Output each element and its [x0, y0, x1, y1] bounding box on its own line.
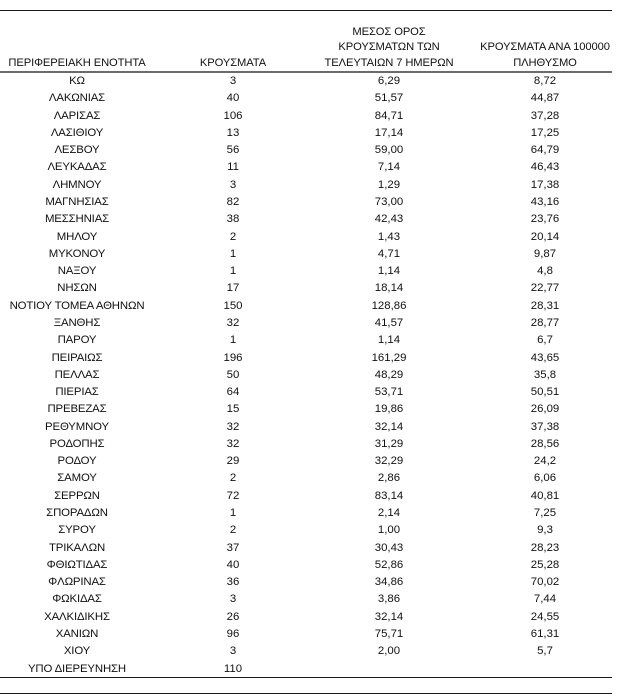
region-cell: ΜΑΓΝΗΣΙΑΣ: [45, 195, 109, 208]
per100k-cell: 46,43: [530, 161, 560, 174]
table-row: [0, 419, 612, 436]
per100k-cell: 28,56: [530, 437, 560, 450]
cases-cell: 64: [226, 386, 240, 399]
cases-cell: 1: [229, 247, 237, 260]
cases-cell: 40: [226, 92, 240, 105]
avg7-cell: 3,86: [377, 593, 401, 606]
table-row: [0, 661, 612, 678]
table-row: [0, 73, 612, 90]
table-row: [0, 401, 612, 418]
cases-cell: 150: [223, 299, 243, 312]
table-row: [0, 315, 612, 332]
per100k-cell: 37,28: [530, 109, 560, 122]
region-cell: ΛΕΣΒΟΥ: [54, 144, 100, 157]
table-header: [0, 20, 612, 71]
table-row: [0, 384, 612, 401]
cases-cell: 82: [226, 195, 240, 208]
table-row: [0, 194, 612, 211]
table-row: [0, 470, 612, 487]
region-cell: ΝΑΞΟΥ: [57, 265, 97, 278]
per100k-cell: 28,77: [530, 316, 560, 329]
per100k-cell: 6,7: [537, 334, 553, 347]
cases-cell: 2: [229, 472, 237, 485]
table-row: [0, 643, 612, 660]
per100k-cell: 28,31: [530, 299, 560, 312]
header-avg7-line: ΜΕΣΟΣ ΟΡΟΣ: [352, 25, 426, 38]
header-cases-line: ΚΡΟΥΣΜΑΤΑ: [199, 56, 267, 69]
region-cell: ΡΟΔΟΠΗΣ: [49, 437, 105, 450]
avg7-cell: 34,86: [374, 576, 404, 589]
table-row: [0, 159, 612, 176]
cases-cell: 11: [227, 161, 239, 174]
per100k-cell: 23,76: [530, 213, 560, 226]
avg7-cell: 83,14: [374, 489, 404, 502]
table-row: [0, 90, 612, 107]
header-avg7-line: ΤΕΛΕΥΤΑΙΩΝ 7 ΗΜΕΡΩΝ: [324, 56, 454, 69]
table-row: [0, 177, 612, 194]
per100k-cell: 9,87: [533, 247, 557, 260]
region-cell: ΦΛΩΡΙΝΑΣ: [48, 576, 106, 589]
cases-cell: 15: [226, 403, 240, 416]
per100k-cell: 70,02: [530, 576, 560, 589]
avg7-cell: 48,29: [374, 368, 404, 381]
table-row: [0, 350, 612, 367]
cases-cell: 3: [229, 645, 237, 658]
table-row: [0, 488, 612, 505]
per100k-cell: 17,38: [530, 178, 560, 191]
per100k-cell: 20,14: [530, 230, 560, 243]
region-cell: ΥΠΟ ΔΙΕΡΕΥΝΗΣΗ: [27, 662, 126, 675]
per100k-cell: 28,23: [530, 541, 560, 554]
per100k-cell: 25,28: [530, 558, 560, 571]
cases-cell: 3: [229, 593, 237, 606]
cases-cell: 26: [226, 610, 240, 623]
cases-cell: 1: [229, 334, 237, 347]
region-cell: ΦΘΙΩΤΙΔΑΣ: [46, 558, 108, 571]
per100k-cell: 43,16: [530, 195, 560, 208]
region-cell: ΦΩΚΙΔΑΣ: [52, 593, 102, 606]
table-row: [0, 125, 612, 142]
region-cell: ΜΥΚΟΝΟΥ: [48, 247, 106, 260]
avg7-cell: 19,86: [374, 403, 404, 416]
region-cell: ΠΑΡΟΥ: [57, 334, 97, 347]
avg7-cell: 18,14: [374, 282, 404, 295]
region-cell: ΣΑΜΟΥ: [57, 472, 97, 485]
cases-cell: 37: [226, 541, 240, 554]
region-cell: ΠΡΕΒΕΖΑΣ: [47, 403, 107, 416]
avg7-cell: 32,29: [374, 455, 404, 468]
per100k-cell: 24,2: [533, 455, 557, 468]
avg7-cell: 41,57: [374, 316, 404, 329]
table-footer-rule: [0, 693, 612, 694]
per100k-cell: 64,79: [530, 144, 560, 157]
per100k-cell: 24,55: [530, 610, 560, 623]
per100k-cell: 7,25: [533, 507, 557, 520]
avg7-cell: 51,57: [374, 92, 404, 105]
per100k-cell: 37,38: [530, 420, 560, 433]
table-body: [0, 73, 612, 678]
table-row: [0, 540, 612, 557]
cases-cell: 1: [229, 507, 237, 520]
avg7-cell: 73,00: [374, 195, 404, 208]
cases-cell: 106: [223, 109, 243, 122]
header-region: [0, 56, 154, 72]
table-row: [0, 591, 612, 608]
table-row: [0, 522, 612, 539]
avg7-cell: 52,86: [374, 558, 404, 571]
table-row: [0, 609, 612, 626]
per100k-cell: 43,65: [530, 351, 560, 364]
table-row: [0, 574, 612, 591]
per100k-cell: 26,09: [530, 403, 560, 416]
region-cell: ΡΟΔΟΥ: [57, 455, 97, 468]
region-cell: ΛΑΚΩΝΙΑΣ: [48, 92, 106, 105]
per100k-cell: 22,77: [530, 282, 560, 295]
table-row: [0, 280, 612, 297]
per100k-cell: 8,72: [533, 75, 557, 87]
per100k-cell: 7,44: [533, 593, 557, 606]
table-row: [0, 505, 612, 522]
cases-cell: 110: [223, 662, 243, 675]
cases-cell: 13: [226, 126, 240, 139]
per100k-cell: 5,7: [537, 645, 553, 658]
per100k-cell: 40,81: [530, 489, 560, 502]
region-cell: ΞΑΝΘΗΣ: [53, 316, 101, 329]
avg7-cell: 7,14: [377, 161, 401, 174]
per100k-cell: 4,8: [537, 265, 553, 278]
cases-cell: 32: [226, 316, 240, 329]
cases-cell: 32: [226, 420, 240, 433]
avg7-cell: 32,14: [374, 420, 404, 433]
region-cell: ΚΩ: [69, 75, 85, 87]
region-cell: ΛΑΡΙΣΑΣ: [53, 109, 101, 122]
cases-cell: 50: [226, 368, 240, 381]
table-row: [0, 229, 612, 246]
region-cell: ΧΙΟΥ: [63, 645, 91, 658]
per100k-cell: 9,3: [537, 524, 553, 537]
avg7-cell: 6,29: [377, 75, 401, 87]
region-cell: ΧΑΝΙΩΝ: [55, 628, 99, 640]
region-cell: ΝΟΤΙΟΥ ΤΟΜΕΑ ΑΘΗΝΩΝ: [9, 299, 145, 312]
cases-cell: 56: [226, 144, 240, 157]
avg7-cell: 75,71: [374, 628, 404, 640]
table-row: [0, 367, 612, 384]
avg7-cell: 1,14: [377, 265, 401, 278]
header-cases: [186, 56, 280, 72]
region-cell: ΡΕΘΥΜΝΟΥ: [45, 420, 109, 433]
per100k-cell: 17,25: [530, 126, 560, 139]
per100k-cell: 50,51: [530, 386, 560, 399]
cases-cell: 40: [226, 558, 240, 571]
cases-cell: 36: [226, 576, 240, 589]
avg7-cell: 59,00: [374, 144, 404, 157]
avg7-cell: 17,14: [374, 126, 404, 139]
header-per100k-line: ΠΛΗΘΥΣΜΟ: [513, 56, 577, 69]
region-cell: ΠΙΕΡΙΑΣ: [55, 386, 99, 399]
avg7-cell: 1,29: [377, 178, 401, 191]
avg7-cell: 31,29: [374, 437, 404, 450]
region-cell: ΧΑΛΚΙΔΙΚΗΣ: [44, 610, 110, 623]
cases-cell: 1: [229, 265, 237, 278]
region-cell: ΜΕΣΣΗΝΙΑΣ: [44, 213, 110, 226]
avg7-cell: 1,00: [377, 524, 401, 537]
region-cell: ΣΕΡΡΩΝ: [54, 489, 100, 502]
avg7-cell: 1,43: [377, 230, 401, 243]
region-cell: ΣΥΡΟΥ: [58, 524, 96, 537]
table-row: [0, 626, 612, 643]
table-row: [0, 436, 612, 453]
per100k-cell: 61,31: [530, 628, 560, 640]
table-top-rule: [0, 10, 612, 11]
cases-cell: 196: [223, 351, 243, 364]
cases-cell: 17: [226, 282, 240, 295]
region-cell: ΛΕΥΚΑΔΑΣ: [47, 161, 107, 174]
header-per100k-line: ΚΡΟΥΣΜΑΤΑ ΑΝΑ 100000: [480, 41, 610, 53]
table-row: [0, 263, 612, 280]
avg7-cell: 53,71: [374, 386, 404, 399]
avg7-cell: 42,43: [374, 213, 404, 226]
table-row: [0, 453, 612, 470]
avg7-cell: 1,14: [377, 334, 401, 347]
header-avg7: [310, 25, 468, 72]
avg7-cell: 32,14: [374, 610, 404, 623]
cases-cell: 38: [226, 213, 240, 226]
avg7-cell: 161,29: [371, 351, 407, 364]
avg7-cell: 2,14: [377, 507, 401, 520]
avg7-cell: 128,86: [371, 299, 407, 312]
per100k-cell: 6,06: [533, 472, 557, 485]
cases-cell: 72: [226, 489, 240, 502]
table-row: [0, 142, 612, 159]
table-row: [0, 108, 612, 125]
avg7-cell: 30,43: [374, 541, 404, 554]
header-region-line: ΠΕΡΙΦΕΡΕΙΑΚΗ ΕΝΟΤΗΤΑ: [8, 56, 146, 69]
region-cell: ΠΕΙΡΑΙΩΣ: [51, 351, 103, 364]
table-row: [0, 246, 612, 263]
region-cell: ΜΗΛΟΥ: [56, 230, 98, 243]
region-cell: ΠΕΛΛΑΣ: [54, 368, 100, 381]
per100k-cell: 44,87: [530, 92, 560, 105]
avg7-cell: 4,71: [377, 247, 401, 260]
table-row: [0, 298, 612, 315]
cases-cell: 29: [226, 455, 240, 468]
avg7-cell: 2,86: [377, 472, 401, 485]
region-cell: ΛΗΜΝΟΥ: [52, 178, 102, 191]
cases-cell: 2: [229, 524, 237, 537]
region-cell: ΛΑΣΙΘΙΟΥ: [50, 126, 104, 139]
table-row: [0, 211, 612, 228]
cases-cell: 96: [226, 628, 240, 640]
table-row: [0, 332, 612, 349]
avg7-cell: 2,00: [377, 645, 401, 658]
cases-cell: 3: [229, 75, 237, 87]
table-row: [0, 557, 612, 574]
cases-cell: 32: [226, 437, 240, 450]
cases-cell: 3: [229, 178, 237, 191]
header-per100k: [462, 40, 628, 71]
region-cell: ΣΠΟΡΑΔΩΝ: [46, 507, 108, 520]
avg7-cell: 84,71: [374, 109, 404, 122]
region-cell: ΝΗΣΩΝ: [57, 282, 97, 295]
cases-cell: 2: [229, 230, 237, 243]
header-avg7-line: ΚΡΟΥΣΜΑΤΩΝ ΤΩΝ: [338, 41, 440, 53]
region-cell: ΤΡΙΚΑΛΩΝ: [48, 541, 106, 554]
per100k-cell: 35,8: [533, 368, 557, 381]
table-bottom-rule: [0, 677, 612, 678]
